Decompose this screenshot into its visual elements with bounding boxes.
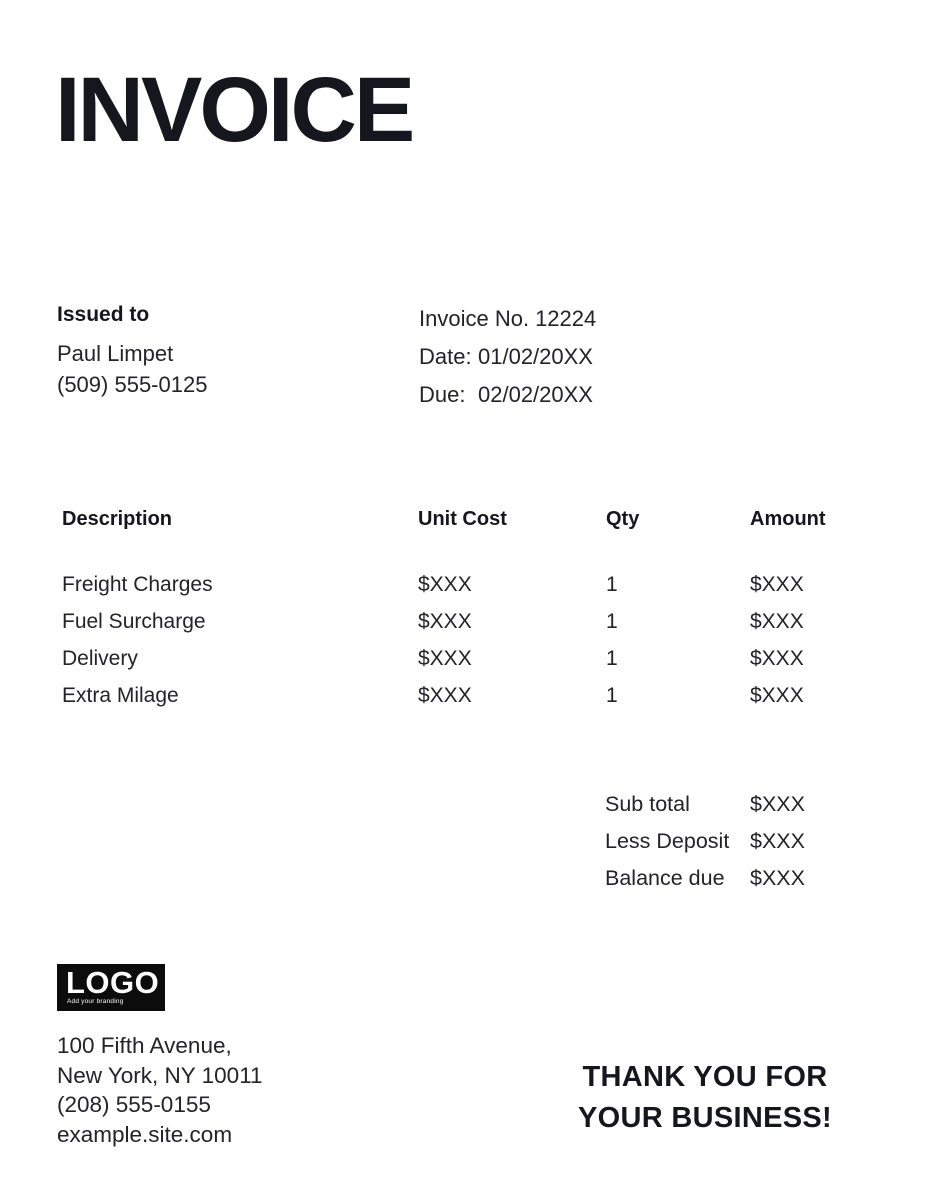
issued-to-label: Issued to (57, 303, 150, 326)
thank-you-message (545, 1057, 865, 1138)
issued-to-block (57, 303, 207, 400)
balance-due-amount: $XXX (750, 866, 805, 890)
balance-due-line (605, 860, 805, 897)
logo-text: LOGO (66, 965, 160, 1000)
less-deposit-line (605, 823, 805, 860)
subtotal-label: Sub total (605, 792, 690, 816)
table-row (62, 603, 872, 640)
address-line: 100 Fifth Avenue, (57, 1033, 232, 1058)
item-qty: 1 (606, 609, 618, 633)
column-header-amount: Amount (750, 508, 826, 530)
table-row (62, 566, 872, 603)
column-header-qty: Qty (606, 508, 640, 530)
address-line: New York, NY 10011 (57, 1062, 263, 1088)
column-header-description: Description (62, 508, 173, 530)
items-table-body (62, 566, 872, 714)
thank-you-line: YOUR BUSINESS! (578, 1101, 832, 1134)
invoice-due-value: 02/02/20XX (478, 382, 593, 407)
item-amount: $XXX (750, 572, 804, 596)
item-amount: $XXX (750, 683, 804, 707)
address-website: example.site.com (57, 1121, 233, 1147)
company-logo (57, 964, 165, 1011)
client-phone: (509) 555-0125 (57, 372, 208, 397)
invoice-date-label: Date: (419, 344, 472, 369)
invoice-date-value: 01/02/20XX (478, 344, 593, 369)
invoice-due-line (419, 376, 596, 414)
invoice-number-line (419, 300, 596, 338)
table-row (62, 640, 872, 677)
item-amount: $XXX (750, 646, 804, 670)
logo-tagline: Add your branding (67, 998, 124, 1005)
totals-block (605, 786, 805, 897)
thank-you-line: THANK YOU FOR (582, 1061, 828, 1093)
balance-due-label: Balance due (605, 866, 725, 890)
invoice-number-label: Invoice No. (419, 306, 530, 331)
item-qty: 1 (606, 646, 618, 670)
item-description: Freight Charges (62, 572, 213, 596)
invoice-meta-block (419, 300, 596, 414)
item-description: Fuel Surcharge (62, 609, 206, 633)
client-name: Paul Limpet (57, 341, 174, 366)
table-row (62, 677, 872, 714)
invoice-number-value: 12224 (535, 306, 597, 331)
item-unit-cost: $XXX (418, 572, 472, 596)
invoice-date-line (419, 338, 596, 376)
item-qty: 1 (606, 683, 618, 707)
item-qty: 1 (606, 572, 618, 596)
less-deposit-label: Less Deposit (605, 829, 730, 853)
item-unit-cost: $XXX (418, 646, 472, 670)
company-address-block (57, 1031, 263, 1149)
invoice-due-label: Due: (419, 382, 466, 407)
item-description: Extra Milage (62, 683, 179, 707)
item-unit-cost: $XXX (418, 609, 472, 633)
items-table-header (62, 505, 872, 533)
subtotal-line (605, 786, 805, 823)
address-phone: (208) 555-0155 (57, 1092, 211, 1117)
item-unit-cost: $XXX (418, 683, 472, 707)
subtotal-amount: $XXX (750, 792, 805, 816)
column-header-unit-cost: Unit Cost (418, 508, 507, 530)
page-title: INVOICE (55, 59, 413, 161)
less-deposit-amount: $XXX (750, 829, 805, 853)
item-description: Delivery (62, 646, 138, 670)
item-amount: $XXX (750, 609, 804, 633)
